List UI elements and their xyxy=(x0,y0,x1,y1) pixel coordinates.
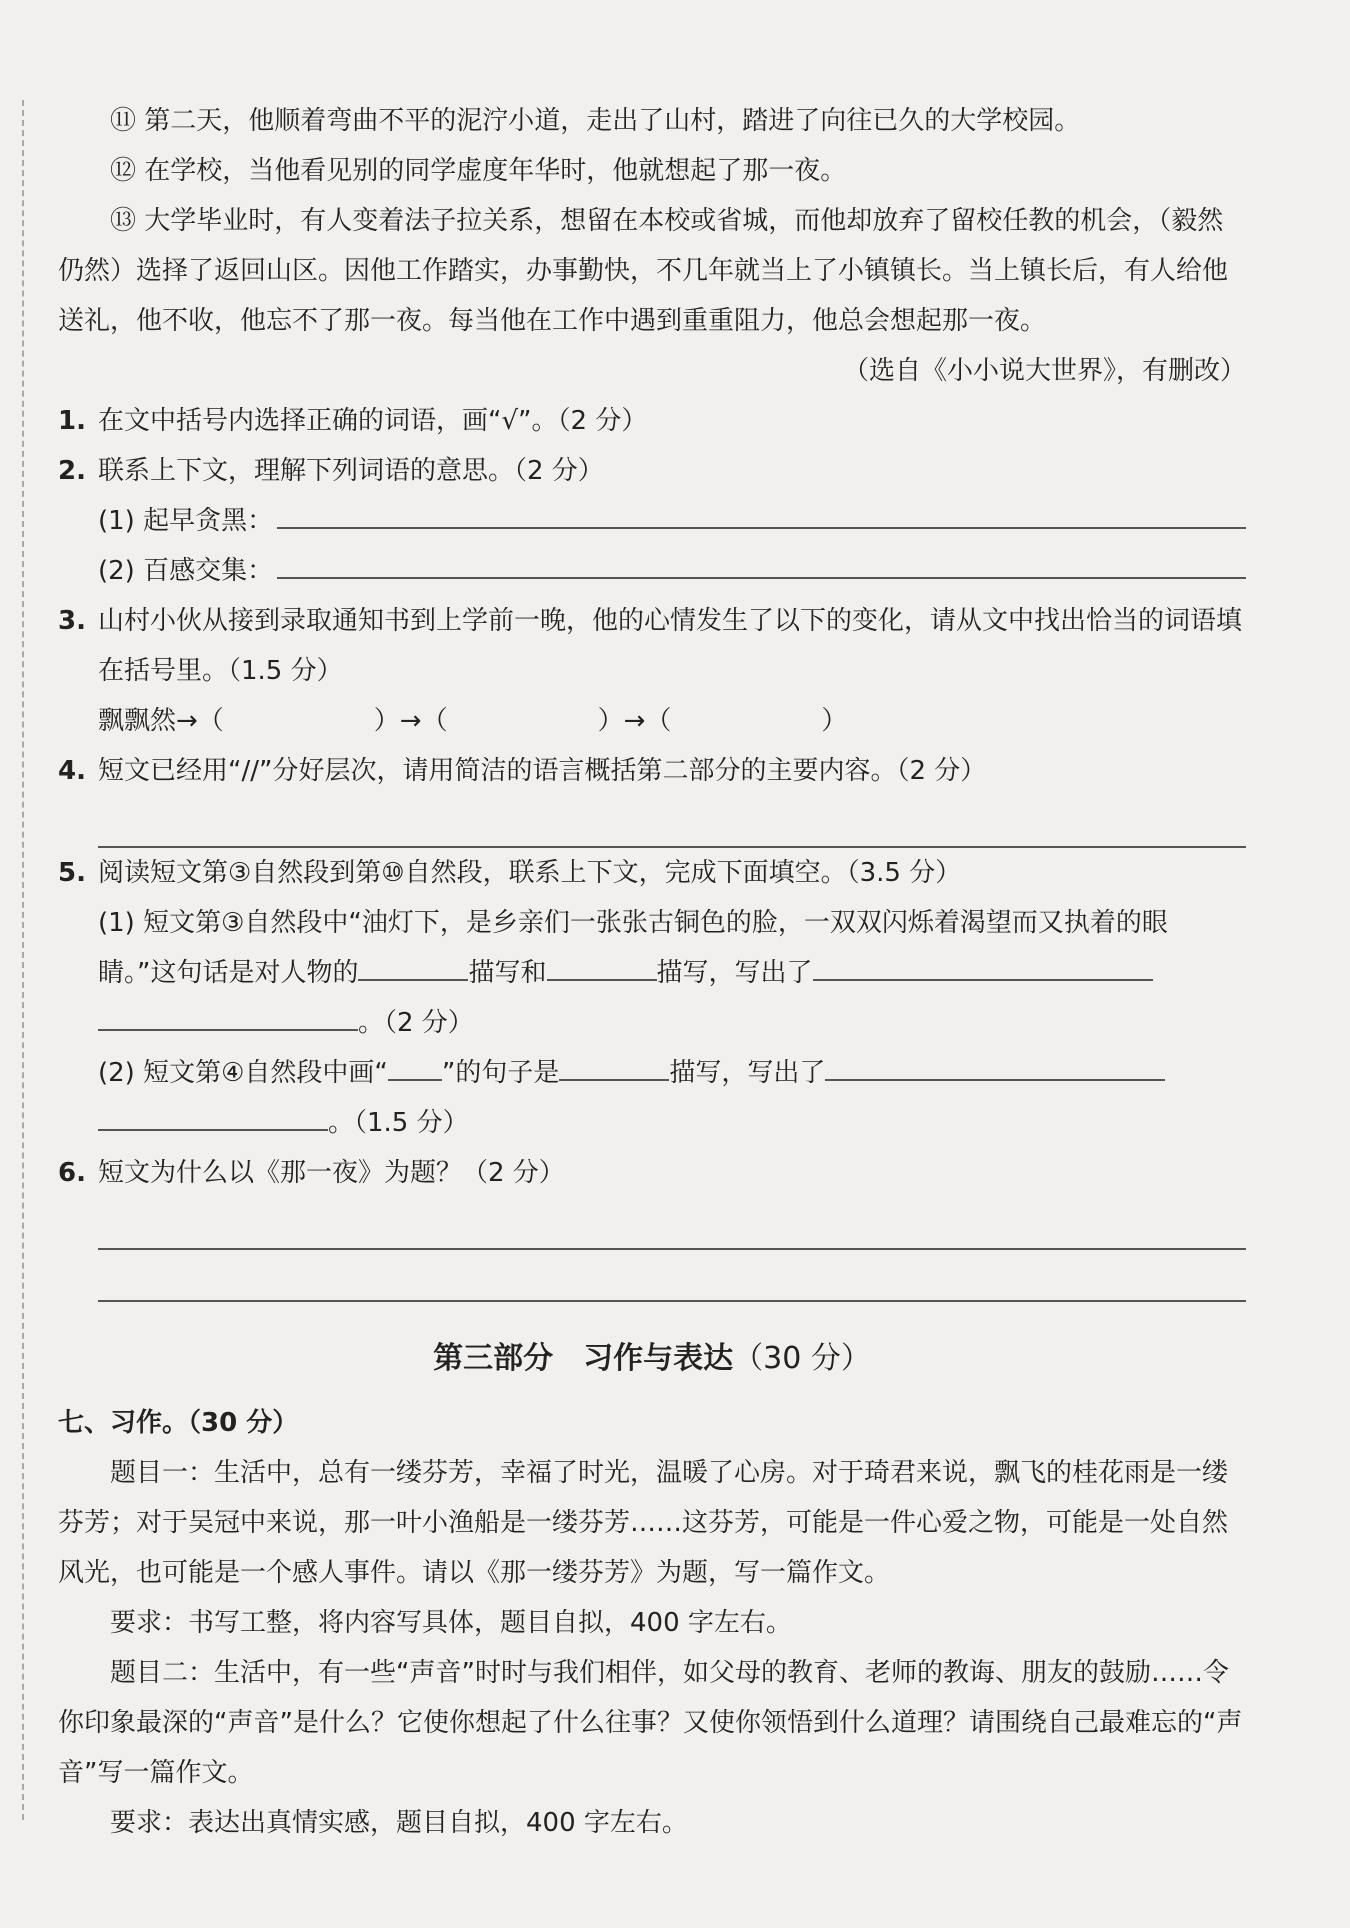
question-number: 4. xyxy=(58,756,86,786)
q3-flow-mid2: ）→（ xyxy=(597,706,672,736)
composition-topic-1: 题目一：生活中，总有一缕芬芳，幸福了时光，温暖了心房。对于琦君来说，飘飞的桂花雨是一缕芬芳；对于吴冠中来说，那一叶小渔船是一缕芬芳……这芬芳，可能是一件心爱之物，可能是一处自然风光，也可能是一个感人事件。请以《那一缕芬芳》为题，写一篇作文。 xyxy=(58,1458,1229,1588)
binding-margin-line xyxy=(22,100,24,1820)
question-text: 短文为什么以《那一夜》为题？（2 分） xyxy=(98,1158,565,1188)
q5-s2-blank-1[interactable] xyxy=(559,1049,669,1081)
question-number: 2. xyxy=(58,456,86,486)
question-2 xyxy=(58,446,1246,496)
q2-sub2-row xyxy=(58,546,1246,596)
question-number: 5. xyxy=(58,858,86,888)
q5-s2-text-c: 描写，写出了 xyxy=(669,1058,826,1088)
paragraph-11: ⑪ 第二天，他顺着弯曲不平的泥泞小道，走出了山村，踏进了向往已久的大学校园。 xyxy=(110,106,1081,136)
q5-s1-blank-2[interactable] xyxy=(547,949,657,981)
q5-s2-text-a: (2) 短文第④自然段中画“ xyxy=(98,1058,388,1088)
paragraph-13: ⑬ 大学毕业时，有人变着法子拉关系，想留在本校或省城，而他却放弃了留校任教的机会，（毅然 仍然）选择了返回山区。因他工作踏实，办事勤快，不几年就当上了小镇镇长。当上镇长后，有人给他送礼，他不收，他忘不了那一夜。每当他在工作中遇到重重阻力，他总会想起那一夜。 xyxy=(58,206,1250,336)
q3-flow-end: ） xyxy=(821,706,848,736)
composition-topic-2: 题目二：生活中，有一些“声音”时时与我们相伴，如父母的教育、老师的教诲、朋友的鼓励……令你印象最深的“声音”是什么？它使你想起了什么往事？又使你领悟到什么道理？请围绕自己最难忘的“声音”写一篇作文。 xyxy=(58,1658,1243,1788)
q3-flow-start: 飘飘然→（ xyxy=(98,706,224,736)
composition-requirement-2: 要求：表达出真情实感，题目自拟，400 字左右。 xyxy=(110,1808,688,1838)
section-3-title-text: 第三部分 习作与表达 xyxy=(433,1341,734,1376)
q5-s1-blank-1[interactable] xyxy=(358,949,468,981)
section-3-title xyxy=(58,1324,1246,1394)
paragraph-12: ⑫ 在学校，当他看见别的同学虚度年华时，他就想起了那一夜。 xyxy=(110,156,847,186)
question-number: 3. xyxy=(58,606,86,636)
q5-s2-text-d: 。（1.5 分） xyxy=(328,1108,469,1138)
question-6 xyxy=(58,1148,1246,1198)
question-text: 阅读短文第③自然段到第⑩自然段，联系上下文，完成下面填空。（3.5 分） xyxy=(98,858,962,888)
question-text: 短文已经用“//”分好层次，请用简洁的语言概括第二部分的主要内容。（2 分） xyxy=(98,756,987,786)
q5-s2-blank-3[interactable] xyxy=(98,1099,328,1131)
passage-source: （选自《小小说大世界》，有删改） xyxy=(842,356,1246,386)
q5-s2-blank-2[interactable] xyxy=(825,1049,1165,1081)
q2-sub1-label: (1) 起早贪黑： xyxy=(98,506,274,536)
q3-flow-mid1: ）→（ xyxy=(373,706,448,736)
section-3-score: （30 分） xyxy=(733,1341,871,1376)
question-3 xyxy=(58,596,1246,696)
question-text: 在文中括号内选择正确的词语，画“√”。（2 分） xyxy=(98,406,648,436)
composition-heading: 七、习作。（30 分） xyxy=(58,1408,299,1438)
question-5 xyxy=(58,848,1246,898)
question-text: 山村小伙从接到录取通知书到上学前一晚，他的心情发生了以下的变化，请从文中找出恰当的词语填在括号里。（1.5 分） xyxy=(98,606,1243,686)
q2-sub2-label: (2) 百感交集： xyxy=(98,556,274,586)
q6-answer-line-1[interactable] xyxy=(98,1198,1246,1250)
q5-s1-blank-3[interactable] xyxy=(813,949,1153,981)
q5-s1-blank-4[interactable] xyxy=(98,999,358,1031)
q5-s1-text-c: 描写，写出了 xyxy=(656,958,813,988)
q2-sub1-answer-line[interactable] xyxy=(277,497,1246,529)
q5-sub1 xyxy=(58,898,1246,1048)
reading-passage xyxy=(58,96,1250,396)
question-number: 6. xyxy=(58,1158,86,1188)
question-4 xyxy=(58,746,1246,796)
composition-requirement-1: 要求：书写工整，将内容写具体，题目自拟，400 字左右。 xyxy=(110,1608,792,1638)
q5-s1-text-a: (1) 短文第③自然段中“油灯下，是乡亲们一张张古铜色的脸，一双双闪烁着渴望而又执着的眼睛。”这句话是对人物的 xyxy=(98,908,1168,988)
q3-mood-flow xyxy=(58,696,1246,746)
q5-sub2 xyxy=(58,1048,1246,1148)
question-1 xyxy=(58,396,1246,446)
q5-s1-text-d: 。（2 分） xyxy=(358,1008,474,1038)
exam-page xyxy=(58,96,1250,1848)
q2-sub2-answer-line[interactable] xyxy=(277,547,1246,579)
question-number: 1. xyxy=(58,406,86,436)
question-text: 联系上下文，理解下列词语的意思。（2 分） xyxy=(98,456,604,486)
q5-s2-underline-mark xyxy=(388,1049,442,1081)
q6-answer-line-2[interactable] xyxy=(98,1250,1246,1302)
q2-sub1-row xyxy=(58,496,1246,546)
q5-s2-text-b: ”的句子是 xyxy=(441,1058,560,1088)
q4-answer-line[interactable] xyxy=(98,796,1246,848)
q5-s1-text-b: 描写和 xyxy=(468,958,547,988)
